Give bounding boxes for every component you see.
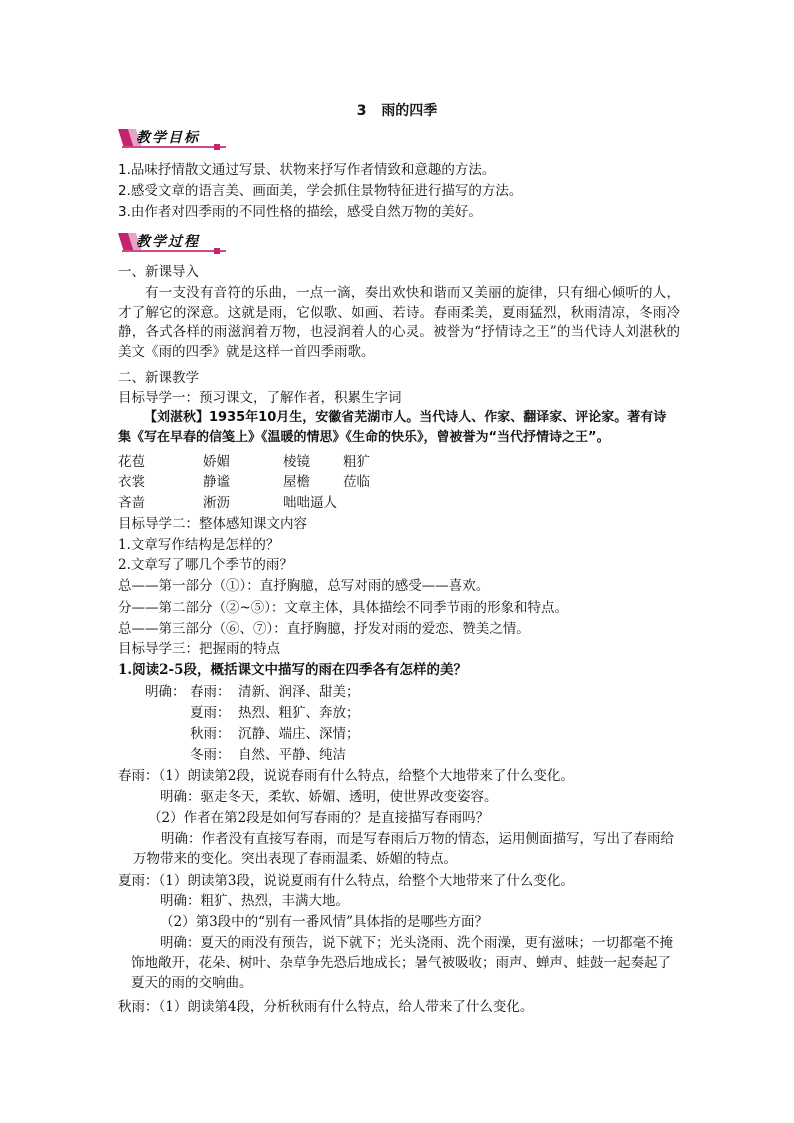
vocab-word: 屋檐 — [283, 474, 310, 490]
objective-1: 目标导学一：预习课文，了解作者，积累生字词 — [118, 390, 402, 406]
spring-answer-1: 明确：驱走冬天，柔软、娇媚、透明，使世界改变姿容。 — [160, 789, 498, 805]
season-name: 春雨： — [190, 684, 231, 700]
author-intro: 【刘湛秋】1935年10月生，安徽省芜湖市人。当代诗人、作家、翻译家、评论家。著有诗集《写在早春的信笺上》《温暖的情思》《生命的快乐》，曾被誉为“当代抒情诗之王”。 — [118, 410, 667, 445]
section-banner-goals — [118, 126, 230, 152]
objective-3: 目标导学三：把握雨的特点 — [118, 641, 280, 657]
autumn-question-1: 秋雨：（1）朗读第4段，分析秋雨有什么特点，给人带来了什么变化。 — [118, 999, 534, 1015]
season-name: 秋雨： — [190, 726, 231, 742]
lesson-number: 3 — [356, 103, 367, 119]
spring-question-1: 春雨：（1）朗读第2段，说说春雨有什么特点，给整个大地带来了什么变化。 — [118, 768, 574, 784]
vocab-word: 棱镜 — [283, 454, 310, 470]
banner-label: 教学过程 — [136, 234, 200, 250]
intro-paragraph: 有一支没有音符的乐曲，一点一滴，奏出欢快和谐而又美丽的旋律，只有细心倾听的人，才了解它的深意。这就是雨，它似歌、如画、若诗。春雨柔美，夏雨猛烈，秋雨清凉，冬雨冷静，各式各样的雨滋润着万物，也浸润着人的心灵。被誉为“抒情诗之王”的当代诗人刘湛秋的美文《雨的四季》就是这样一首四季雨歌。 — [118, 285, 680, 360]
vocab-word: 静谧 — [203, 474, 230, 490]
objective-2: 目标导学二：整体感知课文内容 — [118, 516, 307, 532]
structure-line-3: 总——第三部分（⑥、⑦）：直抒胸臆，抒发对雨的爱恋、赞美之情。 — [118, 621, 530, 637]
goal-3: 3.由作者对四季雨的不同性格的描绘，感受自然万物的美好。 — [118, 204, 482, 220]
season-desc: 热烈、粗犷、奔放； — [238, 705, 360, 721]
section-heading-intro: 一、新课导入 — [118, 264, 199, 280]
vocab-word: 娇媚 — [203, 454, 230, 470]
season-desc: 沉静、端庄、深情； — [238, 726, 360, 742]
vocab-word: 莅临 — [343, 474, 370, 490]
vocab-word: 淅沥 — [203, 495, 230, 511]
spring-answer-2: 明确：作者没有直接写春雨，而是写春雨后万物的情态，运用侧面描写，写出了春雨给万物带来的变化。突出表现了春雨温柔、娇媚的特点。 — [133, 831, 674, 867]
answer-label: 明确： — [145, 684, 186, 700]
goal-2: 2.感受文章的语言美、画面美，学会抓住景物特征进行描写的方法。 — [118, 183, 523, 199]
spring-question-2: （2）作者在第2段是如何写春雨的？是直接描写春雨吗？ — [148, 810, 490, 826]
vocab-word: 粗犷 — [343, 454, 370, 470]
question-1: 1.文章写作结构是怎样的？ — [118, 537, 280, 553]
summer-answer-2: 明确：夏天的雨没有预告，说下就下；光头浇雨、洗个雨澡，更有滋味；一切都毫不掩饰地敞开，花朵、树叶、杂草争先恐后地成长；暑气被吸收；雨声、蝉声、蛙鼓一起奏起了夏天的雨的交响曲。 — [131, 935, 673, 991]
section-banner-process — [118, 230, 230, 256]
summer-question-1: 夏雨：（1）朗读第3段，说说夏雨有什么特点，给整个大地带来了什么变化。 — [118, 873, 574, 889]
question-3: 1.阅读2-5段，概括课文中描写的雨在四季各有怎样的美？ — [118, 662, 467, 678]
page-title — [0, 100, 794, 120]
banner-label: 教学目标 — [136, 130, 200, 146]
vocab-word: 咄咄逼人 — [283, 495, 337, 511]
goal-1: 1.品味抒情散文通过写景、状物来抒写作者情致和意趣的方法。 — [118, 162, 496, 178]
vocab-word: 花苞 — [118, 454, 145, 470]
summer-answer-1: 明确：粗犷、热烈，丰满大地。 — [160, 893, 349, 909]
season-name: 夏雨： — [190, 705, 231, 721]
structure-line-1: 总——第一部分（①）：直抒胸臆，总写对雨的感受——喜欢。 — [118, 578, 490, 594]
question-2: 2.文章写了哪几个季节的雨？ — [118, 557, 293, 573]
vocab-word: 衣裳 — [118, 474, 145, 490]
season-desc: 清新、润泽、甜美； — [238, 684, 360, 700]
summer-question-2: （2）第3段中的“别有一番风情”具体指的是哪些方面？ — [160, 914, 488, 930]
structure-line-2: 分——第二部分（②~⑤）：文章主体，具体描绘不同季节雨的形象和特点。 — [118, 600, 569, 616]
season-name: 冬雨： — [190, 747, 231, 763]
section-heading-teaching: 二、新课教学 — [118, 370, 199, 386]
vocab-word: 吝啬 — [118, 495, 145, 511]
season-desc: 自然、平静、纯洁 — [238, 747, 346, 763]
lesson-title: 雨的四季 — [381, 103, 438, 119]
